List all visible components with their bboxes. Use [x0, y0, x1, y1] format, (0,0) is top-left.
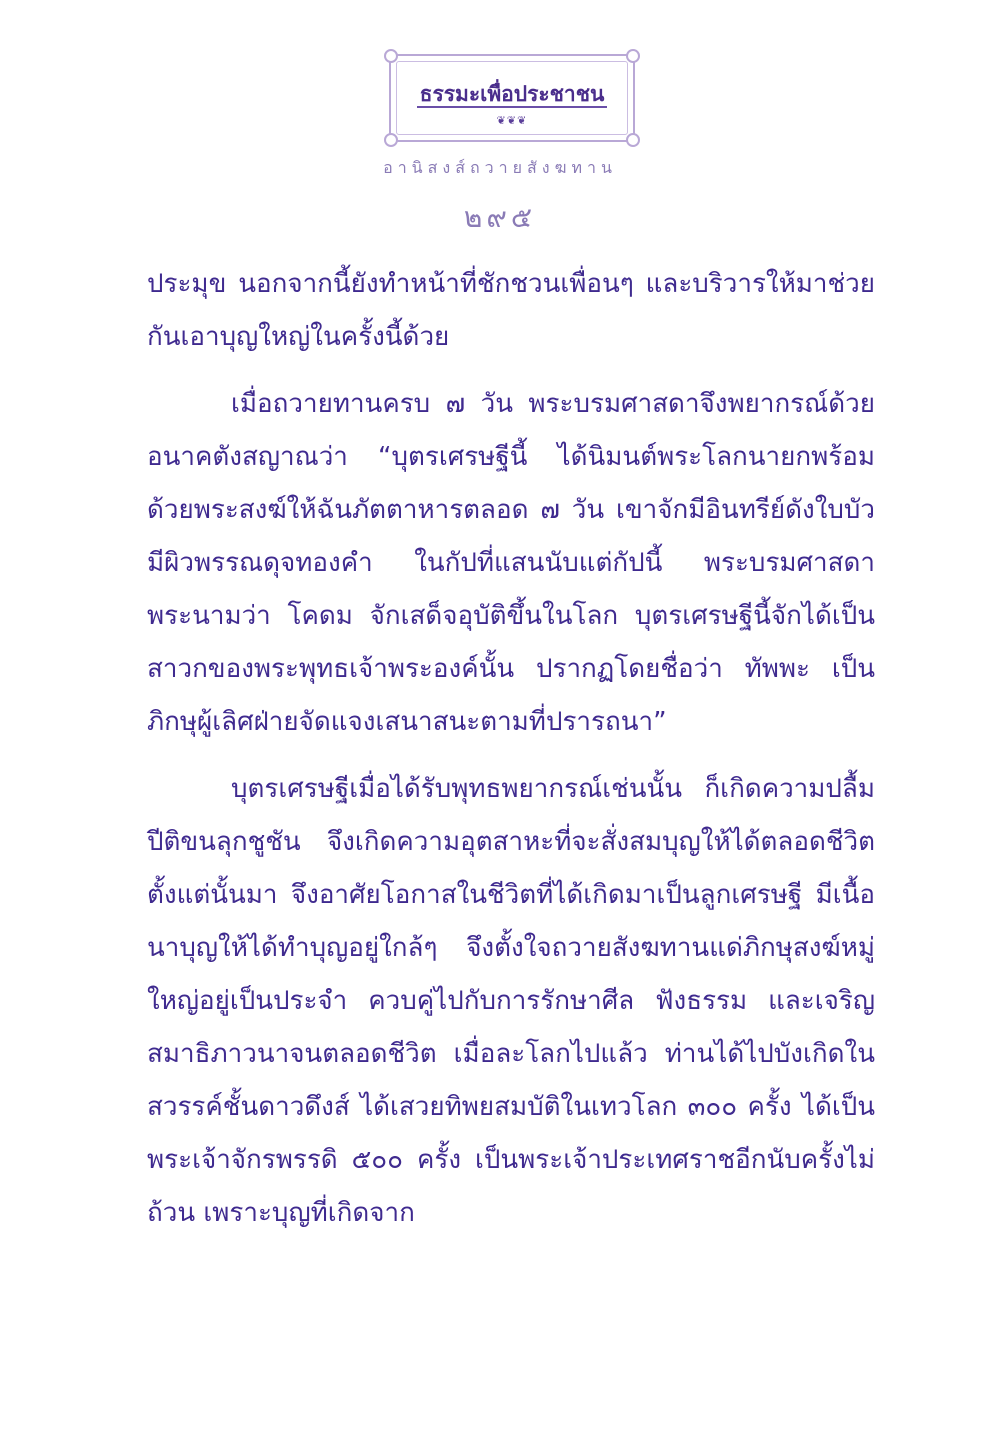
paragraph: ประมุข นอกจากนี้ยังทำหน้าที่ชักชวนเพื่อนๆ และบริวารให้มาช่วยกันเอาบุญใหญ่ในครั้งนี้ด้วย — [147, 269, 875, 352]
paragraph: เมื่อถวายทานครบ ๗ วัน พระบรมศาสดาจึงพยากรณ์ด้วยอนาคตังสญาณว่า “บุตรเศรษฐีนี้ ได้นิมนต์พระโลกนายกพร้อมด้วยพระสงฆ์ให้ฉันภัตตาหารตลอด ๗ วัน เขาจักมีอินทรีย์ดังใบบัว มีผิวพรรณดุจทองคำ ในกัปที่แสนนับแต่กัปนี้ พระบรมศาสดาพระนามว่า โคดม จักเสด็จอุบัติขึ้นในโลก บุตรเศรษฐีนี้จักได้เป็นสาวกของพระพุทธเจ้าพระองค์นั้น ปรากฏโดยชื่อว่า ทัพพะ เป็นภิกษุผู้เลิศฝ่ายจัดแจงเสนาสนะตามที่ปรารถนา” — [147, 389, 875, 737]
logo-corner-ornament — [384, 133, 398, 147]
logo-ornament-icon: ❦❦❦ — [496, 114, 528, 127]
logo-title: ธรรมะเพื่อประชาชน — [419, 81, 605, 106]
logo-corner-ornament — [384, 49, 398, 63]
publication-logo — [389, 54, 635, 142]
logo-underline — [417, 106, 607, 108]
paragraph: บุตรเศรษฐีเมื่อได้รับพุทธพยากรณ์เช่นนั้น ก็เกิดความปลื้มปีติขนลุกชูชัน จึงเกิดความอุตสาหะที่จะสั่งสมบุญให้ได้ตลอดชีวิต ตั้งแต่นั้นมา จึงอาศัยโอกาสในชีวิตที่ได้เกิดมาเป็นลูกเศรษฐี มีเนื้อนาบุญให้ได้ทำบุญอยู่ใกล้ๆ จึงตั้งใจถวายสังฆทานแด่ภิกษุสงฆ์หมู่ใหญ่อยู่เป็นประจำ ควบคู่ไปกับการรักษาศีล ฟังธรรม และเจริญสมาธิภาวนาจนตลอดชีวิต เมื่อละโลกไปแล้ว ท่านได้ไปบังเกิดในสวรรค์ชั้นดาวดึงส์ ได้เสวยทิพยสมบัติในเทวโลก ๓๐๐ ครั้ง ได้เป็นพระเจ้าจักรพรรดิ ๕๐๐ ครั้ง เป็นพระเจ้าประเทศราชอีกนับครั้งไม่ถ้วน เพราะบุญที่เกิดจาก — [147, 774, 875, 1228]
page-header — [0, 48, 1000, 238]
section-title: อานิสงส์ถวายสังฆทาน — [383, 158, 617, 177]
logo-corner-ornament — [626, 133, 640, 147]
body-text — [147, 258, 875, 1240]
page-number: ๒๙๕ — [463, 201, 537, 234]
logo-corner-ornament — [626, 49, 640, 63]
